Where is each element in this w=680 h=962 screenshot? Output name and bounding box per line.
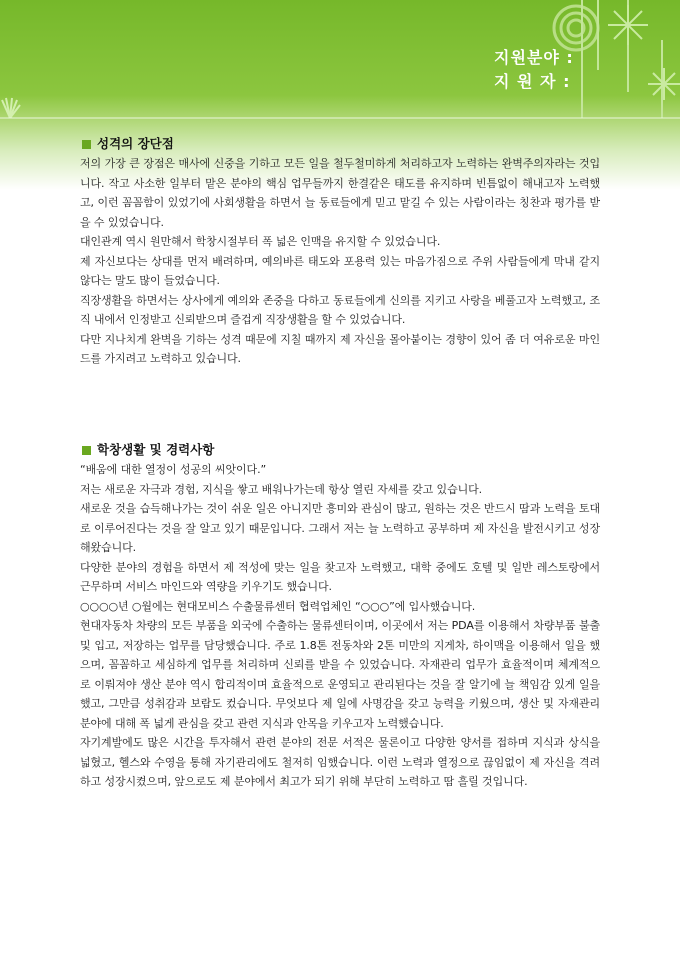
- paragraph: 제 자신보다는 상대를 먼저 배려하며, 예의바른 태도와 포용력 있는 마음가짐으로 주위 사람들에게 막내 같지 않다는 말도 많이 들었습니다.: [80, 254, 600, 287]
- paragraph: 직장생활을 하면서는 상사에게 예의와 존중을 다하고 동료들에게 신의를 지키고 사랑을 베풀고자 노력했고, 조직 내에서 인정받고 신뢰받으며 즐겁게 직장생활을 할 수 있었습니다.: [80, 293, 600, 326]
- applicant-info: [494, 46, 574, 94]
- section-title: [80, 440, 600, 460]
- quote: “배움에 대한 열정이 성공의 씨앗이다.”: [80, 463, 267, 476]
- square-bullet-icon: [82, 446, 91, 455]
- section-title-text: 학창생활 및 경력사항: [97, 442, 215, 457]
- paragraph: 저의 가장 큰 장점은 매사에 신중을 기하고 모든 일을 철두철미하게 처리하고자 노력하는 완벽주의자라는 것입니다. 작고 사소한 일부터 맡은 분야의 핵심 업무들까지 한결같은 태도를 유지하며 빈틈없이 해내고자 노력했고, 이런 꼼꼼함이 있었기에 사회생활을 하면서 늘 동료들에게 믿고 맡길 수 있는 사람이라는 칭찬과 평가를 받을 수 있었습니다.: [80, 157, 600, 229]
- leaf-fan-icon: [2, 98, 20, 118]
- flower-icon: [648, 68, 680, 100]
- section-career: [80, 436, 600, 792]
- paragraph: 자기계발에도 많은 시간을 투자해서 관련 분야의 전문 서적은 물론이고 다양한 양서를 접하며 지식과 상식을 넓혔고, 헬스와 수영을 통해 자기관리에도 철저히 임했습니다. 이런 노력과 열정으로 끊임없이 제 자신을 격려하고 성장시켰으며, 앞으로도 제 분야에서 최고가 되기 위해 부단히 노력하고 땀 흘릴 것입니다.: [80, 736, 600, 788]
- flower-icon: [608, 5, 648, 45]
- section-title-text: 성격의 장단점: [97, 136, 174, 151]
- paragraph: ○○○○년 ○월에는 현대모비스 수출물류센터 협력업체인 “○○○”에 입사했습니다.: [80, 599, 476, 613]
- paragraph: 다양한 분야의 경험을 하면서 제 적성에 맞는 일을 찾고자 노력했고, 대학 중에도 호텔 및 일반 레스토랑에서 근무하며 서비스 마인드와 역량을 키우기도 했습니다.: [80, 560, 600, 593]
- applicant-label: 지 원 자 :: [494, 72, 571, 91]
- section-personality: [80, 130, 600, 369]
- paragraph: 저는 새로운 자극과 경험, 지식을 쌓고 배워나가는데 항상 열린 자세를 갖고 있습니다.: [80, 482, 483, 496]
- section-title: [80, 134, 600, 154]
- paragraph: 대인관계 역시 원만해서 학창시절부터 폭 넓은 인맥을 유지할 수 있었습니다.: [80, 235, 441, 248]
- square-bullet-icon: [82, 140, 91, 149]
- paragraph: 다만 지나치게 완벽을 기하는 성격 때문에 지칠 때까지 제 자신을 몰아붙이는 경향이 있어 좀 더 여유로운 마인드를 가지려고 노력하고 있습니다.: [80, 332, 600, 365]
- paragraph: 새로운 것을 습득해나가는 것이 쉬운 일은 아니지만 흥미와 관심이 많고, 원하는 것은 반드시 땀과 노력을 토대로 이루어진다는 것을 잘 알고 있기 때문입니다. 그래서 저는 늘 노력하고 공부하며 제 자신을 발전시키고 성장해왔습니다.: [80, 502, 600, 554]
- concentric-circle-icon: [554, 6, 598, 50]
- paragraph: 현대자동차 차량의 모든 부품을 외국에 수출하는 물류센터이며, 이곳에서 저는 PDA를 이용해서 차량부품 불출 및 입고, 저장하는 업무를 담당했습니다. 주로 1.8톤 전동차와 2톤 미만의 지게차, 하이맥을 이용해서 일을 했으며, 꼼꼼하고 세심하게 업무를 처리하며 신뢰를 받을 수 있었습니다. 자재관리 업무가 효율적이며 체계적으로 이뤄져야 생산 분야 역시 합리적이며 효율적으로 운영되고 관리된다는 것을 잘 알기에 늘 책임감 있게 일을 했고, 그만큼 성취감과 보람도 컸습니다. 무엇보다 제 일에 사명감을 갖고 능력을 키웠으며, 생산 및 자재관리 분야에 대해 폭 넓게 관심을 갖고 관련 지식과 안목을 키우고자 노력했습니다.: [80, 619, 600, 730]
- field-label: 지원분야 :: [494, 48, 574, 67]
